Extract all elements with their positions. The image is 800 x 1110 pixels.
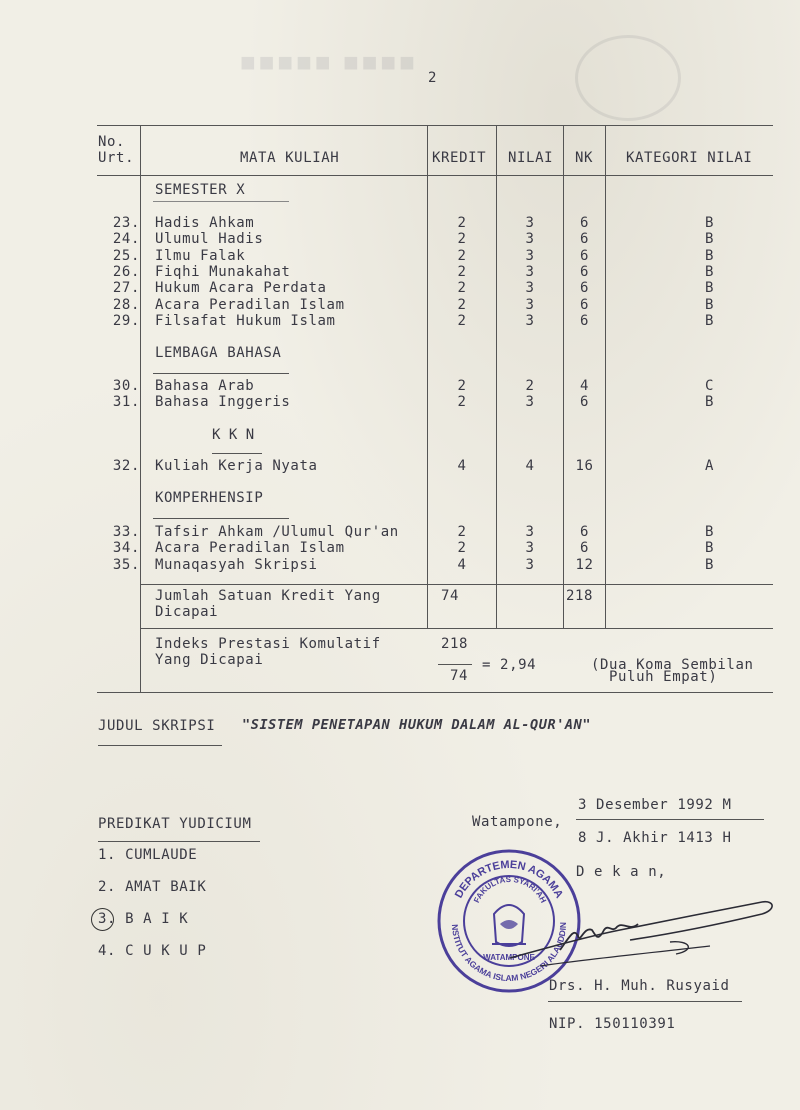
sign-nip: NIP. 150110391	[549, 1016, 676, 1032]
course-nilai: 3	[525, 280, 535, 297]
course-nk: 6	[579, 280, 590, 297]
row-number: 28.	[112, 296, 140, 313]
total-kredit: 74	[441, 588, 460, 604]
predikat-underline	[98, 841, 260, 842]
course-nilai: 3	[525, 215, 535, 231]
row-number: 25.	[112, 247, 140, 264]
course-kategori: B	[704, 280, 714, 297]
section-title: KOMPERHENSIP	[155, 490, 264, 506]
header-kredit: KREDIT	[432, 150, 487, 166]
section-underline	[153, 201, 289, 202]
course-kredit: 2	[457, 394, 467, 411]
course-nilai: 3	[525, 394, 535, 411]
course-name: Ilmu Falak	[155, 247, 246, 264]
predikat-label: PREDIKAT YUDICIUM	[98, 816, 252, 832]
stamp-text-bottom: NSTITUT AGAMA ISLAM NEGERI ALAUDDIN	[449, 921, 569, 984]
course-nk: 6	[579, 394, 590, 411]
course-nk: 6	[579, 540, 590, 557]
course-kredit: 2	[457, 296, 467, 313]
course-nk: 6	[579, 215, 590, 231]
table-top-border	[97, 125, 773, 126]
course-name: Kuliah Kerja Nyata	[155, 458, 318, 474]
course-nk: 6	[579, 312, 590, 329]
header-mata-kuliah: MATA KULIAH	[240, 150, 340, 166]
sign-role: D e k a n,	[576, 864, 667, 880]
row-number: 30.	[112, 378, 140, 394]
row-number: 34.	[112, 540, 140, 557]
course-nk: 12	[575, 556, 594, 573]
header-kategori: KATEGORI NILAI	[626, 150, 753, 166]
course-nilai: 3	[525, 296, 535, 313]
section-underline	[153, 518, 289, 519]
course-kategori: B	[704, 312, 714, 329]
page-number: 2	[428, 70, 437, 86]
course-kredit: 4	[457, 556, 467, 573]
predikat-item: 4. C U K U P	[98, 943, 207, 959]
sign-date-masehi: 3 Desember 1992 M	[578, 797, 732, 813]
course-name: Filsafat Hukum Islam	[155, 312, 336, 329]
course-kategori: B	[704, 263, 714, 280]
stamp-text-city: WATAMPONE	[483, 953, 535, 962]
section-underline	[153, 373, 289, 374]
sign-place: Watampone,	[472, 814, 563, 830]
course-name: Tafsir Ahkam /Ulumul Qur'an	[155, 524, 399, 540]
course-kredit: 4	[457, 458, 467, 474]
course-nilai: 3	[525, 540, 535, 557]
sign-name-underline	[548, 1001, 742, 1002]
course-nilai: 3	[525, 247, 535, 264]
row-number: 33.	[112, 524, 140, 540]
course-kategori: A	[704, 458, 714, 474]
header-nk: NK	[575, 150, 594, 166]
section-title: LEMBAGA BAHASA	[155, 345, 282, 361]
predikat-item: 3. B A I K	[98, 911, 189, 927]
stamp-text-inner: FAKULTAS SYARI'AH	[472, 874, 548, 905]
row-number: 23.	[112, 215, 140, 231]
skripsi-title: "SISTEM PENETAPAN HUKUM DALAM AL-QUR'AN"	[242, 717, 592, 733]
row-number: 26.	[112, 263, 140, 280]
course-kredit: 2	[457, 263, 467, 280]
table-ipk-border	[140, 628, 773, 629]
section-title: K K N	[212, 427, 255, 443]
course-nilai: 3	[525, 231, 535, 248]
course-name: Hadis Ahkam	[155, 215, 255, 231]
course-kredit: 2	[457, 540, 467, 557]
course-kategori: B	[704, 296, 714, 313]
predikat-item: 1. CUMLAUDE	[98, 847, 198, 863]
sign-date-hijri: 8 J. Akhir 1413 H	[578, 830, 732, 846]
stamp-text-top: DEPARTEMEN AGAMA	[452, 858, 566, 901]
course-nk: 6	[579, 524, 590, 540]
header-urt: Urt.	[98, 150, 135, 166]
course-kredit: 2	[457, 280, 467, 297]
row-number: 31.	[112, 394, 140, 411]
course-name: Munaqasyah Skripsi	[155, 556, 318, 573]
bleed-through-header: ■■■■■ ■■■■	[240, 48, 418, 77]
course-name: Acara Peradilan Islam	[155, 296, 345, 313]
course-nk: 6	[579, 231, 590, 248]
course-kategori: B	[704, 556, 714, 573]
section-title: SEMESTER X	[155, 182, 246, 198]
table-bottom-border	[97, 692, 773, 693]
ipk-numerator: 218	[441, 636, 469, 652]
row-number: 32.	[112, 458, 140, 474]
ipk-label-line1: Indeks Prestasi Komulatif	[155, 636, 381, 652]
table-total-border	[140, 584, 773, 585]
skripsi-underline	[98, 745, 222, 746]
course-kredit: 2	[457, 378, 467, 394]
total-nk: 218	[566, 588, 594, 604]
selected-circle-mark	[91, 908, 114, 931]
course-kredit: 2	[457, 247, 467, 264]
course-nk: 6	[579, 263, 590, 280]
course-name: Hukum Acara Perdata	[155, 280, 327, 297]
course-kredit: 2	[457, 215, 467, 231]
ipk-fraction-line	[438, 664, 472, 665]
course-name: Fiqhi Munakahat	[155, 263, 291, 280]
ipk-words-line2: Puluh Empat)	[609, 669, 718, 685]
course-kategori: B	[704, 247, 714, 264]
total-label-line2: Dicapai	[155, 604, 219, 620]
course-nilai: 3	[525, 556, 535, 573]
ipk-denominator: 74	[450, 668, 469, 684]
predikat-item: 2. AMAT BAIK	[98, 879, 207, 895]
course-nilai: 4	[525, 458, 535, 474]
header-no: No.	[98, 134, 126, 150]
course-kategori: B	[704, 215, 714, 231]
row-number: 35.	[112, 556, 140, 573]
course-nk: 6	[579, 247, 590, 264]
ipk-result: = 2,94	[482, 657, 537, 673]
course-kredit: 2	[457, 524, 467, 540]
course-nk: 6	[579, 296, 590, 313]
ipk-words-line1: (Dua Koma Sembilan	[591, 657, 754, 673]
row-number: 24.	[112, 231, 140, 248]
col-divider-no	[140, 125, 141, 692]
handwritten-signature	[500, 880, 790, 980]
course-name: Ulumul Hadis	[155, 231, 264, 248]
course-kategori: C	[704, 378, 714, 394]
course-name: Bahasa Arab	[155, 378, 255, 394]
course-nilai: 2	[525, 378, 535, 394]
course-kredit: 2	[457, 231, 467, 248]
sign-name: Drs. H. Muh. Rusyaid	[549, 978, 730, 994]
ipk-label-line2: Yang Dicapai	[155, 652, 264, 668]
course-kategori: B	[704, 524, 714, 540]
course-name: Bahasa Inggeris	[155, 394, 291, 411]
course-nilai: 3	[525, 524, 535, 540]
section-underline	[212, 453, 262, 454]
bleed-through-emblem	[575, 35, 681, 121]
course-kategori: B	[704, 540, 714, 557]
row-number: 29.	[112, 312, 140, 329]
course-nilai: 3	[525, 312, 535, 329]
course-kredit: 2	[457, 312, 467, 329]
table-header-border	[97, 175, 773, 176]
sign-date-divider	[576, 819, 764, 820]
course-nilai: 3	[525, 263, 535, 280]
course-nk: 4	[579, 378, 590, 394]
header-nilai: NILAI	[508, 150, 554, 166]
skripsi-label: JUDUL SKRIPSI	[98, 718, 216, 734]
row-number: 27.	[112, 280, 140, 297]
total-label-line1: Jumlah Satuan Kredit Yang	[155, 588, 381, 604]
course-nk: 16	[575, 458, 594, 474]
course-kategori: B	[704, 231, 714, 248]
course-kategori: B	[704, 394, 714, 411]
course-name: Acara Peradilan Islam	[155, 540, 345, 557]
